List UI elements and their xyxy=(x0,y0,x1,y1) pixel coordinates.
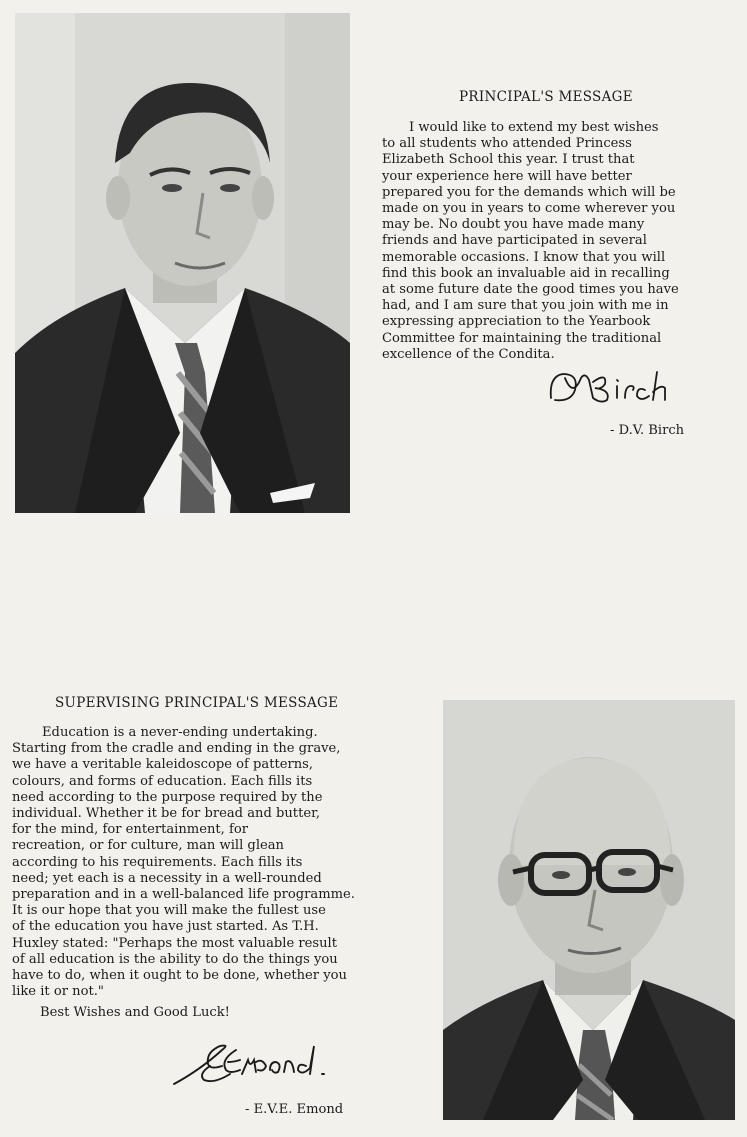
supervising-signature-name: - E.V.E. Emond xyxy=(245,1102,344,1117)
principal-message-line: your experience here will have better xyxy=(382,168,632,184)
principal-message-line: prepared you for the demands which will be xyxy=(382,184,676,200)
supervising-message-line: Huxley stated: "Perhaps the most valuable result xyxy=(12,935,338,951)
supervising-message-line: need; yet each is a necessity in a well-rounded xyxy=(12,870,322,886)
supervising-handwritten-signature xyxy=(170,1040,380,1088)
supervising-message-line: according to his requirements. Each fills its xyxy=(12,854,303,870)
supervising-message-line: like it or not." xyxy=(12,984,104,1000)
principal-message-line: had, and I am sure that you join with me in xyxy=(382,298,669,314)
supervising-message-line: have to do, when it ought to be done, whether you xyxy=(12,968,347,984)
principal-handwritten-signature xyxy=(545,368,680,408)
principal-portrait-drawing xyxy=(15,13,350,513)
supervising-message-line: It is our hope that you will make the fullest use xyxy=(12,903,326,919)
principal-message-line: to all students who attended Princess xyxy=(382,136,632,152)
principal-message-line: memorable occasions. I know that you will xyxy=(382,249,666,265)
supervising-message-line: we have a veritable kaleidoscope of patterns, xyxy=(12,757,314,773)
principal-message-line: may be. No doubt you have made many xyxy=(382,217,645,233)
principal-message-line: made on you in years to come wherever you xyxy=(382,201,676,217)
supervising-principal-portrait-drawing xyxy=(443,700,735,1120)
principal-message-line: I would like to extend my best wishes xyxy=(409,120,659,135)
principal-message-line: Committee for maintaining the traditional xyxy=(382,330,662,346)
supervising-closing-line: Best Wishes and Good Luck! xyxy=(40,1005,230,1020)
principal-message-line: friends and have participated in several xyxy=(382,233,647,249)
supervising-principal-portrait-photo xyxy=(443,700,735,1120)
principal-message-line: at some future date the good times you have xyxy=(382,282,679,298)
supervising-message-line: for the mind, for entertainment, for xyxy=(12,822,248,838)
supervising-message-line: need according to the purpose required by the xyxy=(12,789,323,805)
supervising-message-line: individual. Whether it be for bread and butter, xyxy=(12,806,321,822)
principal-message-body xyxy=(382,120,727,363)
principal-message-heading: PRINCIPAL'S MESSAGE xyxy=(459,89,633,105)
supervising-message-line: Education is a never-ending undertaking. xyxy=(42,725,318,740)
supervising-message-line: Starting from the cradle and ending in the grave, xyxy=(12,741,341,757)
supervising-message-line: of the education you have just started. As T.H. xyxy=(12,919,319,935)
principal-message-line: excellence of the Condita. xyxy=(382,346,555,362)
principal-message-line: expressing appreciation to the Yearbook xyxy=(382,314,651,330)
principal-message-line: find this book an invaluable aid in recalling xyxy=(382,265,670,281)
supervising-message-line: preparation and in a well-balanced life programme. xyxy=(12,887,355,903)
supervising-message-line: recreation, or for culture, man will glean xyxy=(12,838,284,854)
supervising-message-line: colours, and forms of education. Each fills its xyxy=(12,773,313,789)
principal-signature-name: - D.V. Birch xyxy=(610,423,685,438)
supervising-message-body xyxy=(12,725,432,1000)
supervising-message-line: of all education is the ability to do the things you xyxy=(12,951,338,967)
supervising-message-heading: SUPERVISING PRINCIPAL'S MESSAGE xyxy=(55,695,339,711)
principal-message-line: Elizabeth School this year. I trust that xyxy=(382,152,635,168)
principal-portrait-photo xyxy=(15,13,350,513)
